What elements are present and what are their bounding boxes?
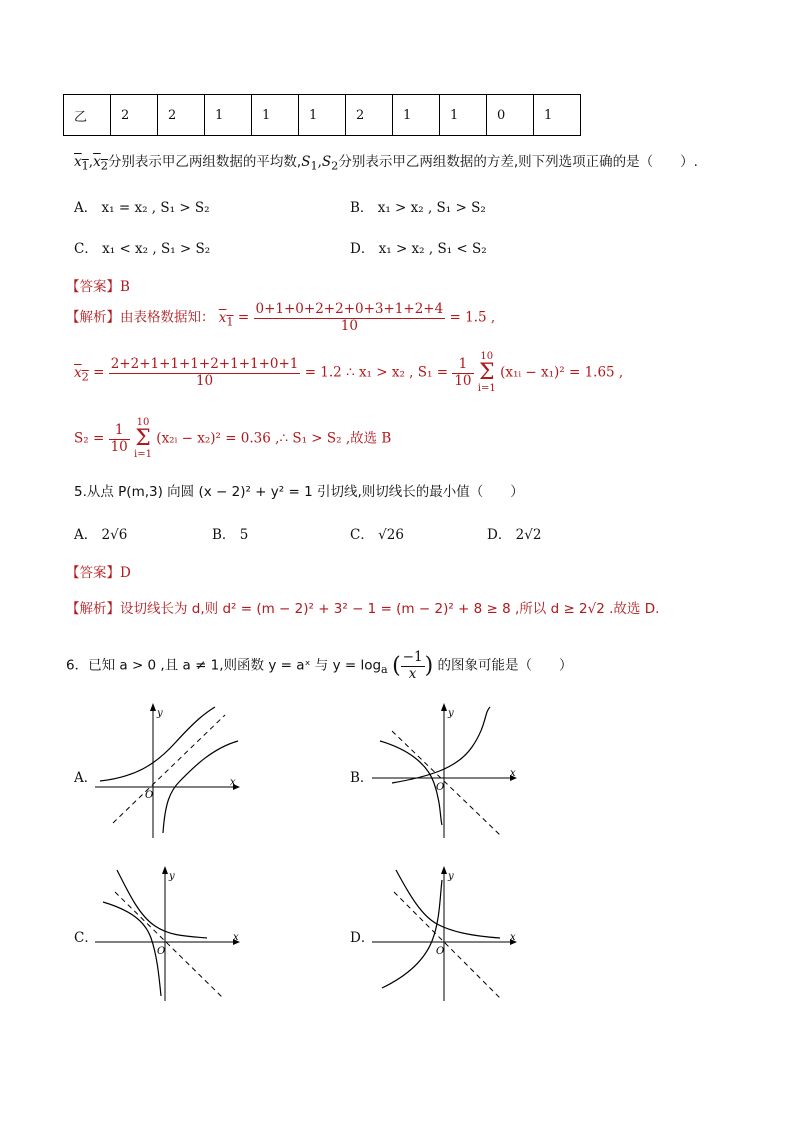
option-a: A． 2√6 — [74, 527, 128, 543]
origin-label: O — [157, 946, 166, 957]
q5-analysis: 【解析】设切线长为 d,则 d² = (m − 2)² + 3² − 1 = (m − 2)² + 8 ≥ 8 ,所以 d ≥ 2√2 .故选 D. — [66, 601, 660, 617]
table-row-label: 乙 — [64, 95, 111, 136]
graph-a-svg — [95, 703, 245, 838]
axis-x-label: x — [230, 777, 236, 788]
table-cell: 2 — [111, 95, 158, 136]
axis-x-label: x — [510, 932, 516, 943]
q4-analysis-line3: S₂ = $\frac{1}{10}$ 10 Σ i=1 (x₂ᵢ − x₂)² = 0.36 ,∴ S₁ > S₂ ,故选 B — [74, 417, 392, 460]
graph-c-svg — [95, 866, 245, 1001]
graph-b-svg — [372, 703, 522, 838]
table-cell: 2 — [346, 95, 393, 136]
table-cell: 1 — [393, 95, 440, 136]
table-cell: 1 — [299, 95, 346, 136]
option-b: B． x₁ > x₂ , S₁ > S₂ — [350, 200, 486, 216]
mean1-fraction: $\frac{0+1+0+2+2+0+3+1+2+4}{10}$ — [255, 301, 444, 334]
q4-analysis-line2: $x_2$ = $\frac{2+2+1+1+1+2+1+1+0+1}{10}$ = 1.2 ∴ x₁ > x₂ , S₁ = $\frac{1}{10}$ 10 Σ i=1 (x₁ᵢ − x₁)² = 1.65 , — [74, 351, 624, 394]
data-table — [63, 94, 581, 136]
q6-stem: 6．已知 a > 0 ,且 a ≠ 1,则函数 y = aˣ 与 $y = \log_a$ ( $\frac{-1}{x}$ ) 的图象可能是（ ） — [66, 649, 573, 682]
q4-analysis-line1: 【解析】由表格数据知： $x_1$ = $\frac{0+1+0+2+2+0+3+1+2+4}{10}$ = 1.5 , — [66, 301, 496, 334]
axis-y-label: y — [157, 708, 163, 719]
stem-x2: $x_2$ — [93, 154, 108, 173]
axis-y-label: y — [448, 708, 454, 719]
graph-b — [372, 703, 522, 838]
graph-c — [95, 866, 245, 1001]
origin-label: O — [436, 782, 445, 793]
option-a: A． x₁ = x₂ , S₁ > S₂ — [74, 200, 210, 216]
axis-y-label: y — [448, 871, 454, 882]
option-b: B． 5 — [212, 527, 249, 543]
table-cell: 1 — [440, 95, 487, 136]
graph-d — [372, 866, 522, 1001]
stem-x1: $x_1$ — [74, 154, 89, 173]
graph-d-svg — [372, 866, 522, 1001]
graph-a — [95, 703, 245, 838]
graph-label-b: B． — [350, 770, 374, 786]
table-cell: 1 — [252, 95, 299, 136]
option-c: C． x₁ < x₂ , S₁ > S₂ — [74, 241, 211, 257]
one-tenth-fraction: $\frac{1}{10}$ — [110, 421, 128, 455]
graph-label-d: D． — [350, 930, 375, 946]
summation-sign: 10 Σ i=1 — [134, 417, 152, 460]
graph-label-c: C． — [74, 930, 98, 946]
one-tenth-fraction: $\frac{1}{10}$ — [454, 355, 472, 389]
option-d: D． x₁ > x₂ , S₁ < S₂ — [350, 241, 487, 257]
graph-label-a: A． — [74, 770, 98, 786]
axis-x-label: x — [510, 768, 516, 779]
table-cell: 1 — [205, 95, 252, 136]
table-cell: 1 — [534, 95, 581, 136]
q5-stem: 5.从点 P(m,3) 向圆 (x − 2)² + y² = 1 引切线,则切线长的最小值（ ） — [74, 484, 524, 500]
option-c: C． √26 — [350, 527, 404, 543]
table-cell: 2 — [158, 95, 205, 136]
origin-label: O — [436, 946, 445, 957]
summation-sign: 10 Σ i=1 — [477, 351, 496, 394]
origin-label: O — [145, 790, 154, 801]
table-row — [64, 95, 581, 136]
option-d: D． 2√2 — [487, 527, 542, 543]
q5-answer: 【答案】D — [66, 565, 131, 581]
axis-x-label: x — [233, 932, 239, 943]
q4-stem: $x_1,x_2$分别表示甲乙两组数据的平均数$,S_1,S_2$分别表示甲乙两组数据的方差,则下列选项正确的是（ ）. — [74, 154, 698, 173]
q4-answer: 【答案】B — [66, 279, 130, 295]
axis-y-label: y — [169, 871, 175, 882]
table-cell: 0 — [487, 95, 534, 136]
mean2-fraction: $\frac{2+2+1+1+1+2+1+1+0+1}{10}$ — [110, 355, 299, 389]
